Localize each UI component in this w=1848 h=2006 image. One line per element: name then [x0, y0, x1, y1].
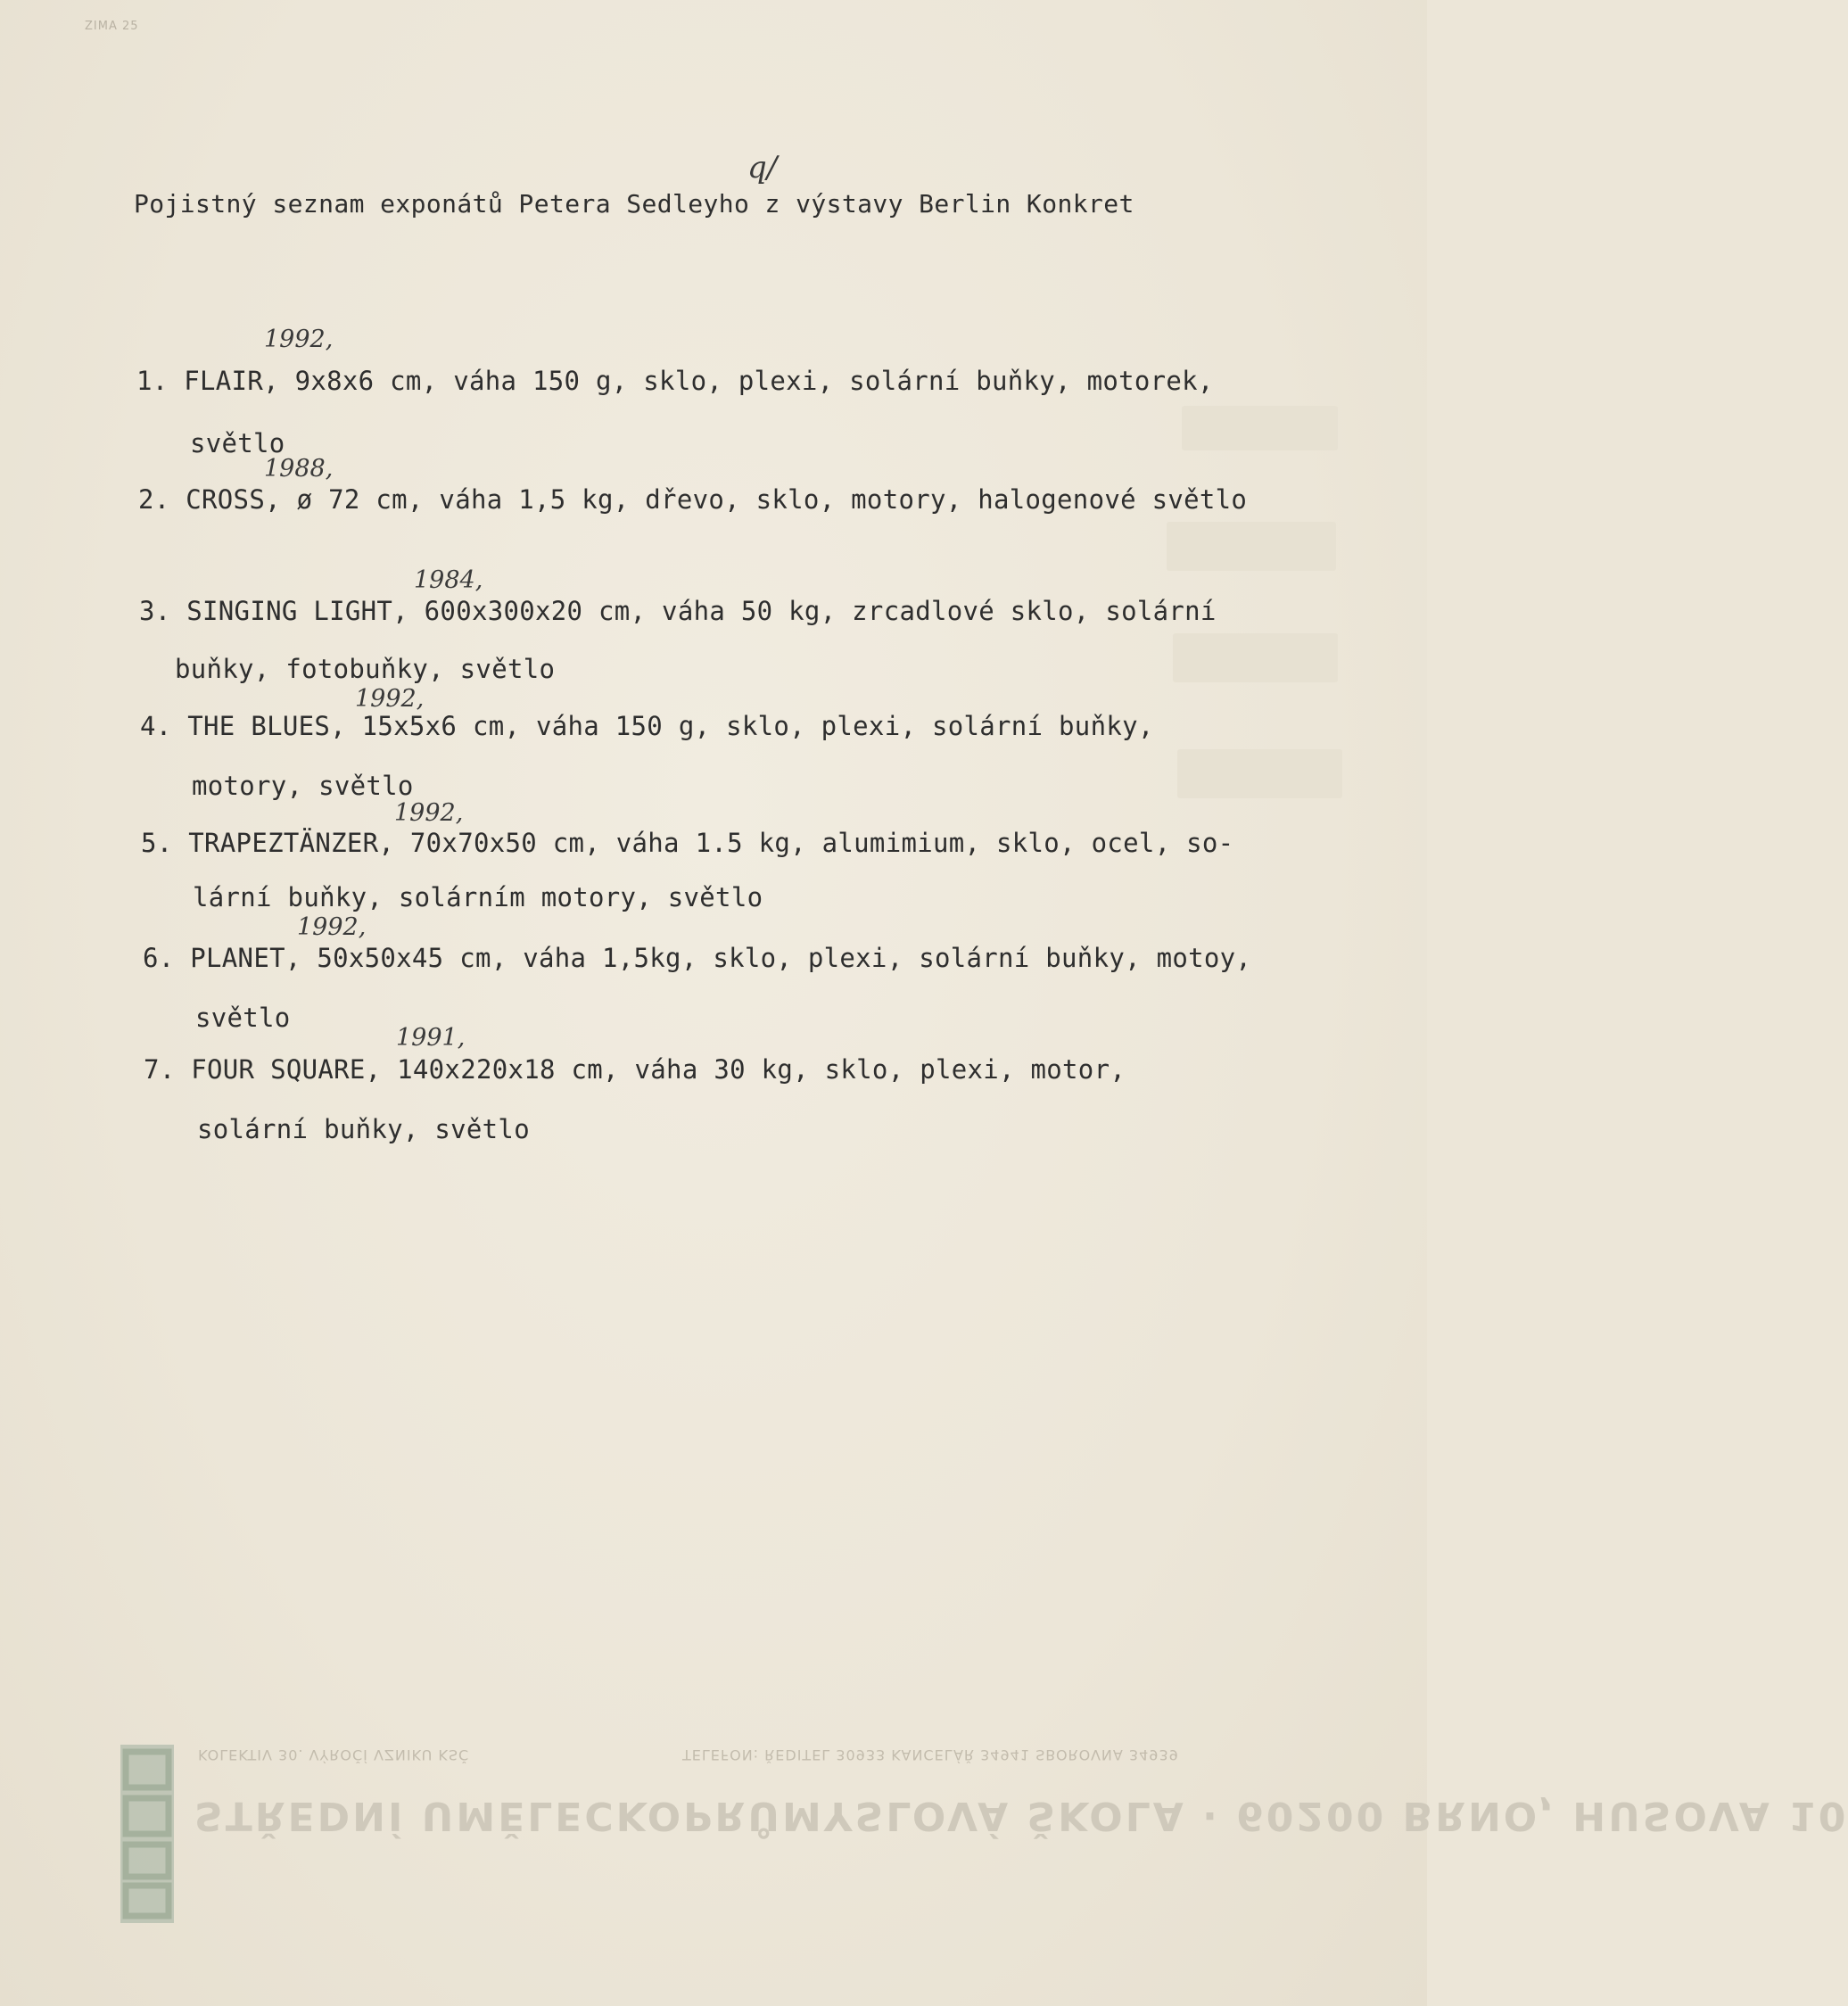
list-item-7-line2: solární buňky, světlo — [197, 1114, 530, 1144]
list-item-7-line1: 7. FOUR SQUARE, 140x220x18 cm, váha 30 kg, sklo, plexi, motor, — [144, 1054, 1126, 1085]
list-item-4-line1: 4. THE BLUES, 15x5x6 cm, váha 150 g, sklo, plexi, solární buňky, — [140, 711, 1154, 741]
list-item-3-line2: buňky, fotobuňky, světlo — [175, 654, 556, 684]
correction-patch — [1177, 749, 1342, 798]
correction-patch — [1182, 406, 1338, 450]
list-item-1-line2: světlo — [190, 428, 285, 458]
title-correction: q/ — [747, 150, 778, 186]
year-note-2: 1988, — [264, 455, 334, 483]
document-title: Pojistný seznam exponátů Petera Sedleyho z výstavy Berlin Konkret — [134, 189, 1134, 219]
list-item-2-line1: 2. CROSS, ø 72 cm, váha 1,5 kg, dřevo, sklo, motory, halogenové světlo — [138, 484, 1248, 515]
correction-patch — [1173, 633, 1338, 682]
list-item-5-line2: lární buňky, solárním motory, světlo — [193, 882, 763, 912]
letterhead-line-left: KOLEKTIV 30. VÝROČÍ VZNIKU KSČ — [198, 1746, 470, 1763]
page-stamp: ZIMA 25 — [85, 20, 139, 33]
school-logo — [120, 1745, 174, 1923]
year-note-3: 1984, — [414, 566, 483, 594]
year-note-4: 1992, — [355, 685, 425, 713]
year-note-1: 1992, — [264, 326, 334, 353]
letterhead-line-right: TELEFON: ŘEDITEL 30933 KANCELÁŘ 34941 SBOROVNA 34939 — [682, 1746, 1179, 1763]
correction-patch — [1167, 522, 1336, 571]
letterhead-school-name: STŘEDNÍ UMĚLECKOPRŮMYSLOVÁ ŠKOLA · 60200 BRNO, HUSOVA 10 — [194, 1793, 1848, 1838]
year-note-5: 1992, — [394, 799, 464, 827]
year-note-7: 1991, — [396, 1024, 466, 1052]
list-item-5-line1: 5. TRAPEZTÄNZER, 70x70x50 cm, váha 1.5 kg, alumimium, sklo, ocel, so- — [141, 828, 1234, 858]
list-item-6-line2: světlo — [195, 1003, 291, 1033]
list-item-6-line1: 6. PLANET, 50x50x45 cm, váha 1,5kg, sklo, plexi, solární buňky, motoy, — [143, 943, 1252, 973]
list-item-1-line1: 1. FLAIR, 9x8x6 cm, váha 150 g, sklo, plexi, solární buňky, motorek, — [136, 366, 1214, 396]
list-item-3-line1: 3. SINGING LIGHT, 600x300x20 cm, váha 50 kg, zrcadlové sklo, solární — [139, 596, 1217, 626]
year-note-6: 1992, — [297, 913, 367, 941]
list-item-4-line2: motory, světlo — [192, 771, 414, 801]
